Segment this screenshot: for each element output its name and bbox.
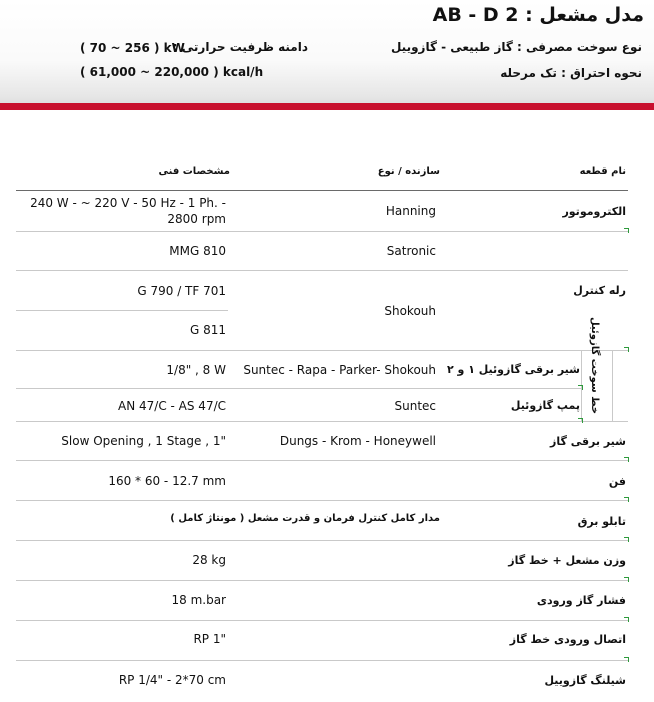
part-oil-hose: شیلنگ گازوییل: [544, 674, 626, 687]
spec-panel: مدار کامل کنترل فرمان و قدرت مشعل ( مونتاژ کامل ): [170, 513, 440, 524]
spec-gas-valve: Slow Opening , 1 Stage , 1": [61, 434, 226, 448]
row-divider: [16, 540, 628, 541]
spec-oil-hose: RP 1/4" - 2*70 cm: [118, 673, 226, 687]
part-fan: فن: [608, 475, 626, 488]
row-marker: [624, 577, 629, 582]
row-divider: [16, 500, 628, 501]
group-divider: [612, 350, 613, 421]
manufacturer-gas-valve: Dungs - Krom - Honeywell: [279, 434, 436, 448]
row-divider: [16, 270, 628, 271]
group-fuel-line: خط سوخت گازوئیل: [589, 316, 600, 414]
part-weight: وزن مشعل + خط گاز: [508, 554, 626, 567]
manufacturer-relay-1: Satronic: [386, 244, 436, 258]
model-value: AB - D 2: [432, 4, 519, 26]
row-marker: [624, 537, 629, 542]
part-relay: رله کنترل: [573, 284, 626, 297]
header-red-stripe: [0, 103, 654, 110]
fuel-type-value: گاز طبیعی - گازوییل: [390, 40, 513, 54]
row-marker: [624, 617, 629, 622]
row-divider: [16, 580, 628, 581]
header-spec: مشخصات فنی: [158, 166, 230, 177]
part-panel: تابلو برق: [577, 515, 626, 528]
combustion-line: [500, 66, 642, 80]
row-divider: [16, 350, 628, 351]
spec-gas-connection: RP 1": [193, 632, 226, 646]
spec-gas-pressure: 18 m.bar: [171, 593, 226, 607]
fuel-type-label: نوع سوخت مصرفی :: [517, 40, 642, 54]
part-oil-valve: شیر برقی گازوئیل ۱ و ۲: [446, 363, 580, 376]
row-marker: [578, 385, 583, 390]
part-gas-connection: اتصال ورودی خط گاز: [509, 633, 626, 646]
fuel-type-line: [391, 40, 642, 54]
row-divider: [16, 388, 581, 389]
part-gas-pressure: فشار گاز ورودی: [536, 594, 626, 607]
capacity-label: دامنه ظرفیت حرارتی :: [172, 40, 308, 54]
combustion-value: تک مرحله: [500, 66, 557, 80]
part-gas-valve: شیر برقی گاز: [550, 435, 626, 448]
spec-oil-pump: AN 47/C - AS 47/C: [118, 399, 226, 413]
row-divider: [16, 620, 628, 621]
capacity-kw: ( 70 ~ 256 ) kW: [80, 41, 185, 55]
manufacturer-oil-valve: Suntec - Rapa - Parker- Shokouh: [243, 363, 436, 377]
spec-relay-2: G 790 / TF 701: [137, 284, 226, 298]
capacity-kcal: ( 61,000 ~ 220,000 ) kcal/h: [80, 65, 264, 79]
row-marker: [624, 657, 629, 662]
spec-relay-3: G 811: [189, 323, 226, 337]
manufacturer-electromotor: Hanning: [385, 204, 436, 218]
model-label: مدل مشعل :: [525, 4, 644, 26]
table-top-rule: [16, 190, 628, 191]
row-marker: [624, 228, 629, 233]
manufacturer-oil-pump: Suntec: [394, 399, 436, 413]
spec-relay-1: MMG 810: [169, 244, 226, 258]
row-marker: [624, 457, 629, 462]
model-title: [433, 4, 644, 26]
part-electromotor: الکتروموتور: [562, 205, 626, 218]
combustion-label: نحوه احتراق :: [561, 66, 642, 80]
part-oil-pump: پمپ گازوئیل: [510, 399, 580, 412]
header-manufacturer: سازنده / نوع: [377, 166, 440, 177]
row-divider: [16, 421, 628, 422]
spec-oil-valve: 1/8" , 8 W: [166, 363, 226, 377]
spec-electromotor-line1: 240 W - ~ 220 V - 50 Hz - 1 Ph. -: [30, 196, 226, 210]
row-divider: [16, 460, 628, 461]
spec-electromotor-line2: 2800 rpm: [167, 212, 226, 226]
header-part-name: نام قطعه: [579, 166, 626, 177]
row-marker: [624, 497, 629, 502]
spec-weight: 28 kg: [192, 553, 226, 567]
row-marker: [624, 347, 629, 352]
row-marker: [578, 418, 583, 423]
row-divider: [16, 660, 628, 661]
manufacturer-relay-2: Shokouh: [384, 304, 436, 318]
row-divider: [16, 231, 628, 232]
spec-fan: 160 * 60 - 12.7 mm: [108, 474, 226, 488]
row-divider: [16, 310, 228, 311]
